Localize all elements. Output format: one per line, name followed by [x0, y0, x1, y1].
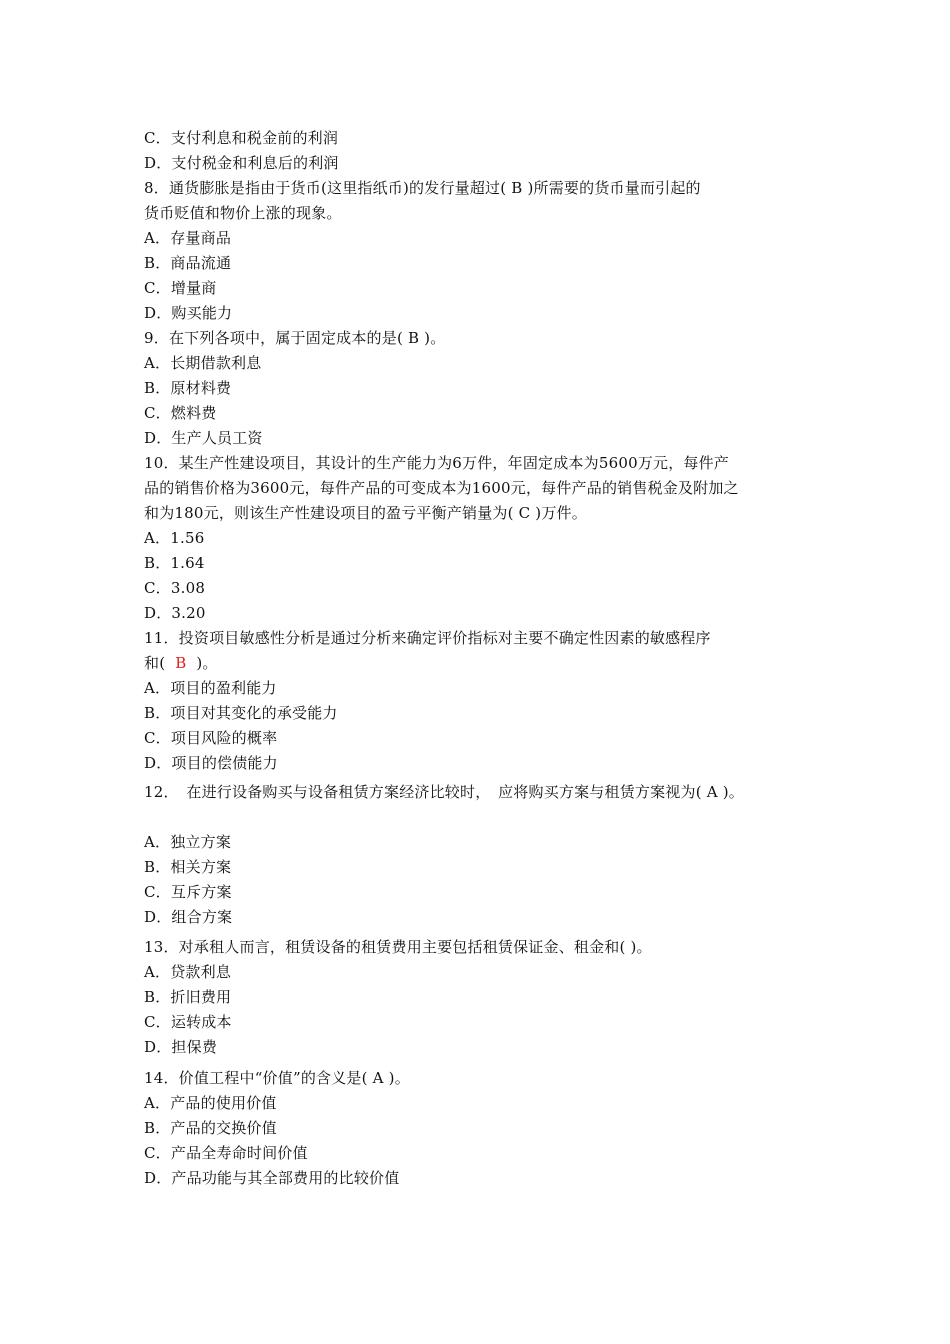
option-a-q14: A．产品的使用价值: [144, 1094, 277, 1112]
option-b-q11: B．项目对其变化的承受能力: [144, 704, 338, 722]
option-a-q9: A．长期借款利息: [144, 354, 262, 372]
option-b-q12: B．相关方案: [144, 858, 232, 876]
option-b-q10: B．1.64: [144, 554, 205, 572]
option-d-q11: D．项目的偿债能力: [144, 754, 278, 772]
option-c-q10: C．3.08: [144, 579, 206, 597]
option-d-q13: D．担保费: [144, 1038, 218, 1056]
option-d-q9: D．生产人员工资: [144, 429, 263, 447]
question-10-line-2: 品的销售价格为3600元，每件产品的可变成本为1600元，每件产品的销售税金及附加之: [144, 479, 739, 497]
option-d-q12: D．组合方案: [144, 908, 233, 926]
option-b-q8: B．商品流通: [144, 254, 232, 272]
question-11-prefix: 和(: [144, 654, 166, 672]
option-a-q13: A．贷款利息: [144, 963, 232, 981]
question-9: 9．在下列各项中，属于固定成本的是( B )。: [144, 329, 446, 347]
option-c-q12: C．互斥方案: [144, 883, 232, 901]
option-c-q14: C．产品全寿命时间价值: [144, 1144, 308, 1162]
question-13: 13．对承租人而言，租赁设备的租赁费用主要包括租赁保证金、租金和( )。: [144, 938, 652, 956]
option-a-q8: A．存量商品: [144, 229, 232, 247]
option-c-q13: C．运转成本: [144, 1013, 232, 1031]
option-c-q9: C．燃料费: [144, 404, 217, 422]
option-c-q8: C．增量商: [144, 279, 217, 297]
option-a-q10: A．1.56: [144, 529, 205, 547]
question-11-line-2: [144, 653, 218, 673]
option-c-q11: C．项目风险的概率: [144, 729, 278, 747]
question-11-answer: B: [175, 654, 187, 672]
option-d-q10: D．3.20: [144, 604, 206, 622]
question-12: 12． 在进行设备购买与设备租赁方案经济比较时， 应将购买方案与租赁方案视为( A )。: [144, 783, 744, 801]
option-b-q9: B．原材料费: [144, 379, 232, 397]
option-a-q11: A．项目的盈利能力: [144, 679, 277, 697]
question-8-line-2: 货币贬值和物价上涨的现象。: [144, 204, 342, 222]
question-10-line-3: 和为180元，则该生产性建设项目的盈亏平衡产销量为( C )万件。: [144, 504, 587, 522]
option-a-q12: A．独立方案: [144, 833, 232, 851]
question-14: 14．价值工程中“价值”的含义是( A )。: [144, 1069, 410, 1087]
option-b-q13: B．折旧费用: [144, 988, 232, 1006]
question-11-suffix: )。: [196, 654, 218, 672]
question-8-line-1: 8．通货膨胀是指由于货币(这里指纸币)的发行量超过( B )所需要的货币量而引起的: [144, 179, 701, 197]
option-d-q7: D．支付税金和利息后的利润: [144, 154, 339, 172]
option-c-q7: C．支付利息和税金前的利润: [144, 129, 339, 147]
option-d-q14: D．产品功能与其全部费用的比较价值: [144, 1169, 400, 1187]
option-d-q8: D．购买能力: [144, 304, 233, 322]
question-10-line-1: 10．某生产性建设项目，其设计的生产能力为6万件，年固定成本为5600万元，每件产: [144, 454, 730, 472]
question-11-line-1: 11．投资项目敏感性分析是通过分析来确定评价指标对主要不确定性因素的敏感程序: [144, 629, 711, 647]
option-b-q14: B．产品的交换价值: [144, 1119, 277, 1137]
